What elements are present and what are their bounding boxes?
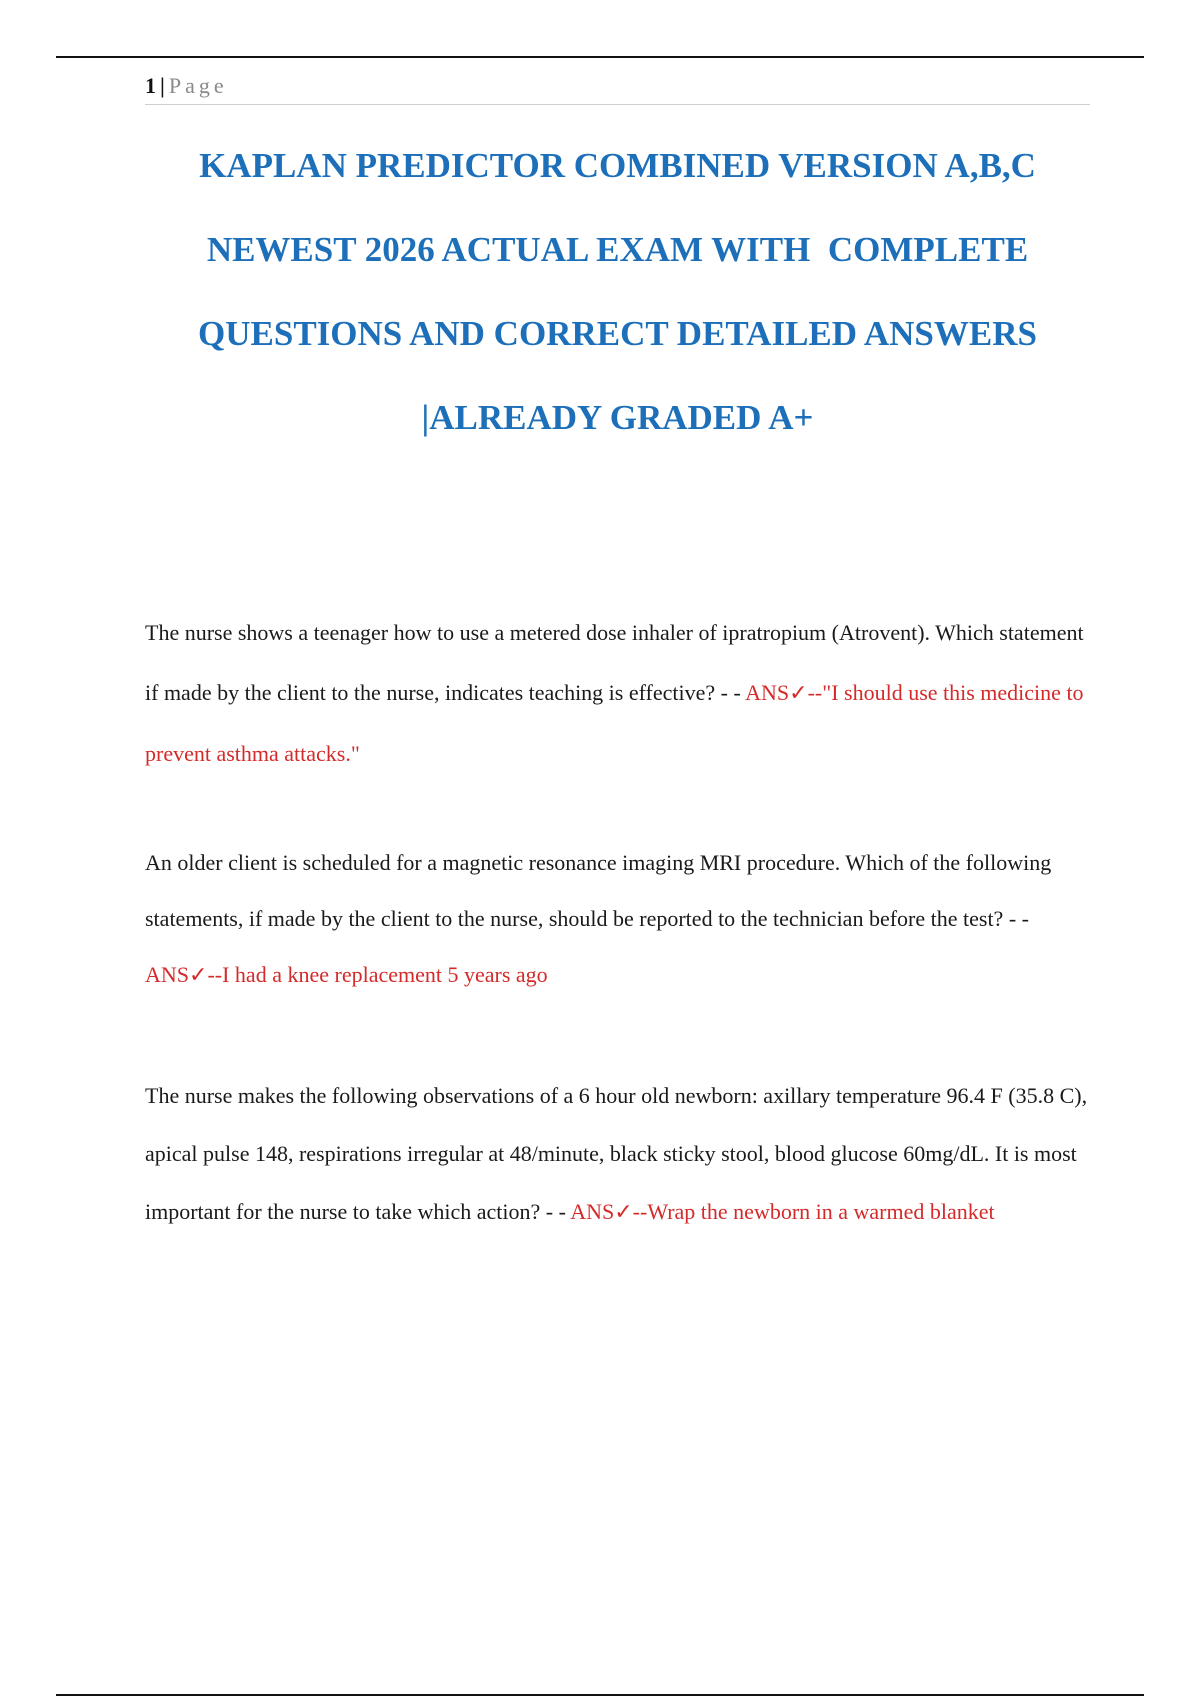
title-line-1: KAPLAN PREDICTOR COMBINED VERSION A,B,C	[199, 146, 1036, 185]
answer-prefix: ANS	[745, 680, 790, 705]
question-text: An older client is scheduled for a magnetic resonance imaging MRI procedure. Which of the following statements, if made by the client to the nurse, should be reported to the technician before the test? - -	[145, 850, 1052, 931]
answer-text: --I had a knee replacement 5 years ago	[207, 962, 548, 987]
title-line-3: QUESTIONS AND CORRECT DETAILED ANSWERS	[198, 314, 1037, 353]
answer-text: --"I should use this medicine to prevent asthma attacks."	[145, 680, 1084, 766]
page-header	[145, 70, 1090, 105]
page-number: 1	[145, 73, 156, 98]
question-block-3	[145, 1067, 1095, 1242]
document-title	[145, 128, 1090, 464]
answer-prefix: ANS	[570, 1199, 615, 1224]
top-rule	[56, 56, 1144, 58]
question-block-1	[145, 603, 1095, 784]
question-text: The nurse shows a teenager how to use a metered dose inhaler of ipratropium (Atrovent). Which statement if made by the client to the nurse, indicates teaching is effective? - -	[145, 620, 1084, 705]
answer-text: --Wrap the newborn in a warmed blanket	[632, 1199, 995, 1224]
checkmark-icon: ✓	[614, 1200, 633, 1225]
answer-prefix: ANS	[145, 962, 190, 987]
question-text: The nurse makes the following observations of a 6 hour old newborn: axillary temperature 96.4 F (35.8 C), apical pulse 148, respirations irregular at 48/minute, black sticky stool, blood glucose 60mg/dL. It is most important for the nurse to take which action? - -	[145, 1083, 1088, 1224]
checkmark-icon: ✓	[189, 963, 208, 988]
page-separator: |	[160, 73, 165, 98]
bottom-rule	[56, 1694, 1144, 1696]
title-line-4: |ALREADY GRADED A+	[421, 398, 814, 437]
checkmark-icon: ✓	[789, 681, 808, 706]
title-line-2: NEWEST 2026 ACTUAL EXAM WITH COMPLETE	[206, 230, 1029, 269]
page-word: Page	[168, 73, 228, 98]
question-block-2	[145, 835, 1095, 1004]
